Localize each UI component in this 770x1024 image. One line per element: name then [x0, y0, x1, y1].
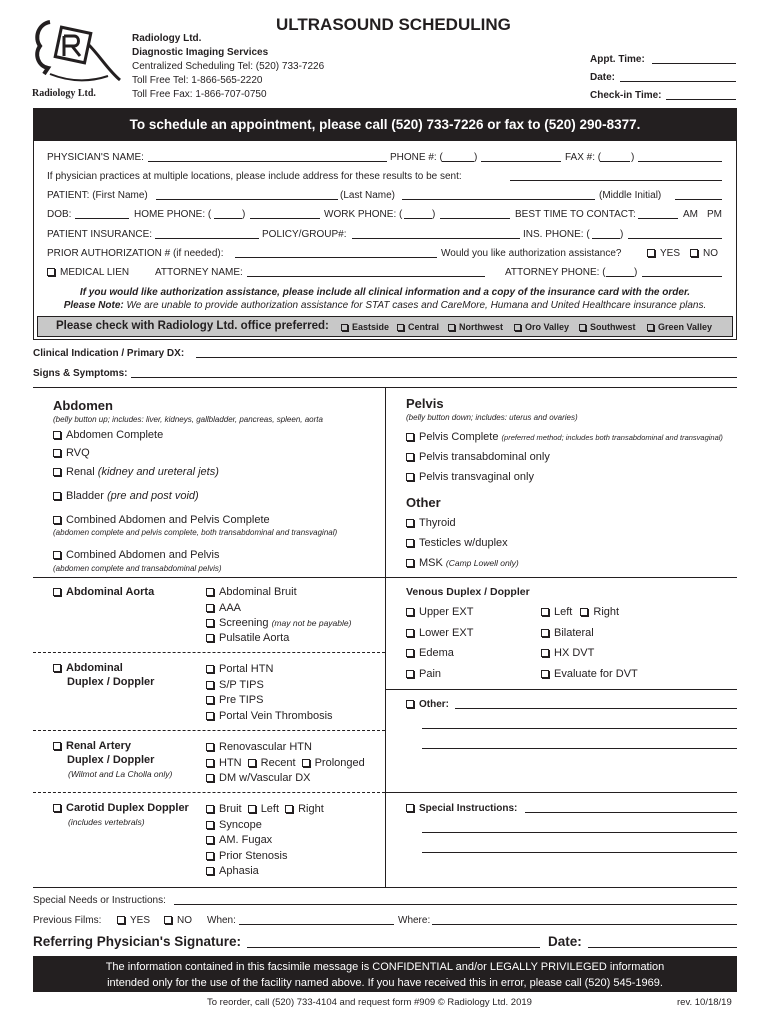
checkbox-icon[interactable]	[341, 324, 348, 331]
thyroid[interactable]: Thyroid	[406, 517, 456, 529]
checkbox-icon[interactable]	[406, 519, 414, 527]
am-fugax[interactable]: AM. Fugax	[206, 834, 272, 846]
evaluate-dvt[interactable]: Evaluate for DVT	[541, 668, 638, 680]
physician-name-label: PHYSICIAN'S NAME:	[47, 152, 144, 163]
checkbox-icon[interactable]	[117, 916, 125, 924]
home-phone-label: HOME PHONE: (	[134, 209, 212, 220]
office-preferred-label: Please check with Radiology Ltd. office preferred:	[56, 320, 329, 332]
toll-free-tel: Toll Free Tel: 1-866-565-2220	[132, 75, 263, 86]
checkbox-icon[interactable]	[47, 268, 55, 276]
schedule-banner: To schedule an appointment, please call (520) 733-7226 or fax to (520) 290-8377.	[33, 108, 737, 141]
checkbox-icon[interactable]	[541, 608, 549, 616]
office-option-central[interactable]: Central	[397, 322, 439, 332]
work-phone-label: WORK PHONE: (	[324, 209, 403, 220]
abdomen-complete[interactable]: Abdomen Complete	[53, 429, 163, 441]
checkbox-icon[interactable]	[206, 634, 214, 642]
abdominal-aorta[interactable]: Abdominal Aorta	[53, 586, 154, 598]
msk[interactable]: MSK (Camp Lowell only)	[406, 557, 519, 569]
when-field[interactable]	[239, 924, 394, 925]
checkbox-icon[interactable]	[206, 696, 214, 704]
clinical-indication-field[interactable]	[196, 357, 737, 358]
aphasia[interactable]: Aphasia	[206, 865, 259, 877]
special-needs-field[interactable]	[174, 904, 737, 905]
date-field[interactable]	[620, 81, 736, 82]
carotid-note: (includes vertebrals)	[68, 817, 145, 827]
reorder-note: To reorder, call (520) 733-4104 and request form #909 © Radiology Ltd. 2019	[207, 997, 532, 1008]
ins-phone-area-field[interactable]	[592, 238, 620, 239]
dm-vascular[interactable]: DM w/Vascular DX	[206, 772, 310, 784]
portal-vein-thrombosis[interactable]: Portal Vein Thrombosis	[206, 710, 333, 722]
multi-location-field[interactable]	[510, 180, 722, 181]
appt-time-label: Appt. Time:	[590, 54, 645, 65]
checkbox-icon[interactable]	[53, 468, 61, 476]
work-phone-field[interactable]	[440, 218, 510, 219]
checkbox-icon[interactable]	[53, 492, 61, 500]
checkbox-icon[interactable]	[206, 836, 214, 844]
checkbox-icon[interactable]	[302, 759, 310, 767]
signs-symptoms-field[interactable]	[131, 377, 737, 378]
patient-last-label: (Last Name)	[340, 190, 396, 201]
signature-field[interactable]	[247, 947, 540, 948]
sp-tips[interactable]: S/P TIPS	[206, 679, 264, 691]
confidential-line-1: The information contained in this facsimile message is CONFIDENTIAL and/or LEGALLY PRIVILEGED information	[105, 961, 665, 973]
scheduling-tel: Centralized Scheduling Tel: (520) 733-7226	[132, 61, 325, 72]
clinical-indication-label: Clinical Indication / Primary DX:	[33, 348, 185, 359]
physician-name-field[interactable]	[148, 161, 387, 162]
syncope[interactable]: Syncope	[206, 819, 262, 831]
prior-auth-field[interactable]	[235, 257, 437, 258]
checkbox-icon[interactable]	[206, 867, 214, 875]
revision: rev. 10/18/19	[677, 997, 732, 1008]
section-divider	[33, 887, 737, 888]
attorney-name-label: ATTORNEY NAME:	[155, 267, 243, 278]
office-option-green-valley[interactable]: Green Valley	[647, 322, 712, 332]
dob-field[interactable]	[75, 218, 129, 219]
best-time-field[interactable]	[638, 218, 678, 219]
best-time-label: BEST TIME TO CONTACT:	[515, 209, 636, 220]
testicles[interactable]: Testicles w/duplex	[406, 537, 508, 549]
special-instructions-field-3[interactable]	[422, 852, 737, 853]
bladder[interactable]: Bladder (pre and post void)	[53, 490, 199, 502]
section-divider	[33, 577, 737, 578]
checkbox-icon[interactable]	[206, 604, 214, 612]
special-needs-label: Special Needs or Instructions:	[33, 895, 166, 906]
pelvis-complete[interactable]: Pelvis Complete (preferred method; includes both transabdominal and transvaginal)	[406, 431, 723, 443]
checkbox-icon[interactable]	[406, 700, 414, 708]
auth-note: If you would like authorization assistance, please include all clinical information and a copy of the insurance card with the order.	[79, 287, 691, 298]
checkbox-icon[interactable]	[541, 649, 549, 657]
combined-note: (abdomen complete and pelvis complete, both transabdominal and transvaginal)	[53, 528, 338, 537]
screening[interactable]: Screening (may not be payable)	[206, 617, 351, 629]
checkbox-icon[interactable]	[206, 774, 214, 782]
attorney-name-field[interactable]	[247, 276, 485, 277]
attorney-phone-field[interactable]	[642, 276, 722, 277]
htn-row[interactable]: HTN Recent Prolonged	[206, 757, 365, 769]
combined2-note: (abdomen complete and transabdominal pelvis)	[53, 564, 222, 573]
pulsatile-aorta[interactable]: Pulsatile Aorta	[206, 632, 289, 644]
combined-abdomen-pelvis-complete[interactable]: Combined Abdomen and Pelvis Complete	[53, 514, 270, 526]
checkbox-icon[interactable]	[206, 821, 214, 829]
fax-area-field[interactable]	[600, 161, 630, 162]
checkbox-icon[interactable]	[690, 249, 698, 257]
abdominal-bruit[interactable]: Abdominal Bruit	[206, 586, 297, 598]
checkbox-icon[interactable]	[406, 608, 414, 616]
bruit-row[interactable]: Bruit Left Right	[206, 803, 324, 815]
pelvis-desc: (belly button down; includes: uterus and ovaries)	[406, 413, 578, 422]
phone-label: PHONE #: (	[390, 152, 443, 163]
logo-mark-icon	[30, 14, 122, 86]
checkin-time-label: Check-in Time:	[590, 90, 662, 101]
hx-dvt[interactable]: HX DVT	[541, 647, 594, 659]
company-name: Radiology Ltd.	[132, 33, 202, 44]
auth-assist-yes[interactable]: YES	[647, 248, 680, 259]
edema[interactable]: Edema	[406, 647, 454, 659]
insurance-field[interactable]	[155, 238, 259, 239]
pm-option[interactable]: PM	[707, 209, 722, 220]
checkbox-icon[interactable]	[53, 551, 61, 559]
prior-auth-label: PRIOR AUTHORIZATION # (if needed):	[47, 248, 224, 259]
work-phone-area-field[interactable]	[404, 218, 432, 219]
dob-label: DOB:	[47, 209, 72, 220]
paren-close: )	[631, 152, 635, 163]
renal-artery-note: (Wilmot and La Cholla only)	[68, 769, 173, 779]
home-phone-field[interactable]	[250, 218, 320, 219]
rvq[interactable]: RVQ	[53, 447, 90, 459]
films-no[interactable]: NO	[164, 915, 192, 926]
checkbox-icon[interactable]	[53, 431, 61, 439]
checkbox-icon[interactable]	[397, 324, 404, 331]
previous-films-label: Previous Films:	[33, 915, 102, 926]
column-divider	[385, 387, 386, 887]
checkbox-icon[interactable]	[406, 649, 414, 657]
office-option-northwest[interactable]: Northwest	[448, 322, 503, 332]
patient-first-field[interactable]	[156, 199, 338, 200]
lower-ext[interactable]: Lower EXT	[406, 627, 473, 639]
venous-title: Venous Duplex / Doppler	[406, 586, 530, 598]
bilateral[interactable]: Bilateral	[541, 627, 594, 639]
attorney-phone-label: ATTORNEY PHONE: (	[505, 267, 606, 278]
checkbox-icon[interactable]	[206, 805, 214, 813]
pre-tips[interactable]: Pre TIPS	[206, 694, 263, 706]
paren-close: )	[620, 229, 624, 240]
checkbox-icon[interactable]	[164, 916, 172, 924]
checkbox-icon[interactable]	[406, 539, 414, 547]
patient-middle-field[interactable]	[675, 199, 722, 200]
dashed-divider	[33, 792, 385, 793]
home-phone-area-field[interactable]	[214, 218, 242, 219]
when-label: When:	[207, 915, 236, 926]
ins-phone-field[interactable]	[628, 238, 722, 239]
checkbox-icon[interactable]	[53, 664, 61, 672]
portal-htn[interactable]: Portal HTN	[206, 663, 273, 675]
checkbox-icon[interactable]	[285, 805, 293, 813]
dashed-divider	[33, 730, 385, 731]
checkbox-icon[interactable]	[206, 759, 214, 767]
auth-assist-no[interactable]: NO	[690, 248, 718, 259]
ins-phone-label: INS. PHONE: (	[523, 229, 590, 240]
office-option-eastside[interactable]: Eastside	[341, 322, 389, 332]
logo-caption: Radiology Ltd.	[32, 88, 96, 99]
phone-number-field[interactable]	[481, 161, 561, 162]
checkbox-icon[interactable]	[579, 324, 586, 331]
patient-first-label: PATIENT: (First Name)	[47, 190, 148, 201]
section-divider	[385, 792, 737, 793]
patient-middle-label: (Middle Initial)	[599, 190, 662, 201]
pelvis-title: Pelvis	[406, 396, 444, 411]
checkbox-icon[interactable]	[248, 805, 256, 813]
paren-close: )	[474, 152, 478, 163]
renal[interactable]: Renal (kidney and ureteral jets)	[53, 466, 219, 478]
company-division: Diagnostic Imaging Services	[132, 47, 269, 58]
checkbox-icon[interactable]	[206, 588, 214, 596]
logo	[30, 14, 122, 98]
signature-date-label: Date:	[548, 934, 582, 949]
checkbox-icon[interactable]	[580, 608, 588, 616]
pelvis-transabdominal[interactable]: Pelvis transabdominal only	[406, 451, 550, 463]
checkbox-icon[interactable]	[248, 759, 256, 767]
office-option-southwest[interactable]: Southwest	[579, 322, 636, 332]
left-right[interactable]: Left Right	[541, 606, 619, 618]
special-instructions-checkbox[interactable]: Special Instructions:	[406, 803, 517, 814]
attorney-phone-area-field[interactable]	[606, 276, 634, 277]
abdomen-desc: (belly button up; includes: liver, kidneys, gallbladder, pancreas, spleen, aorta	[53, 415, 323, 424]
other-title: Other	[406, 495, 441, 510]
upper-ext[interactable]: Upper EXT	[406, 606, 473, 618]
fax-number-field[interactable]	[638, 161, 722, 162]
special-instructions-field-2[interactable]	[422, 832, 737, 833]
checkbox-icon[interactable]	[647, 249, 655, 257]
am-option[interactable]: AM	[683, 209, 698, 220]
policy-label: POLICY/GROUP#:	[262, 229, 347, 240]
signs-symptoms-label: Signs & Symptoms:	[33, 368, 128, 379]
checkbox-icon[interactable]	[53, 804, 61, 812]
insurance-label: PATIENT INSURANCE:	[47, 229, 153, 240]
renal-artery-line2: Duplex / Doppler	[67, 754, 155, 766]
other-checkbox[interactable]: Other:	[406, 699, 449, 710]
films-yes[interactable]: YES	[117, 915, 150, 926]
aaa[interactable]: AAA	[206, 602, 241, 614]
auth-assist-label: Would you like authorization assistance?	[441, 248, 622, 259]
policy-field[interactable]	[352, 238, 520, 239]
paren-close: )	[432, 209, 436, 220]
checkbox-icon[interactable]	[406, 433, 414, 441]
paren-close: )	[242, 209, 246, 220]
paren-close: )	[634, 267, 638, 278]
checkbox-icon[interactable]	[53, 449, 61, 457]
checkbox-icon[interactable]	[206, 665, 214, 673]
multi-location-label: If physician practices at multiple locations, please include address for these results to be sent:	[47, 171, 462, 182]
renal-artery[interactable]: Renal Artery	[53, 740, 131, 752]
pain[interactable]: Pain	[406, 668, 441, 680]
checkbox-icon[interactable]	[206, 619, 214, 627]
appt-time-field[interactable]	[652, 63, 736, 64]
renovascular-htn[interactable]: Renovascular HTN	[206, 741, 312, 753]
combined-abdomen-pelvis[interactable]: Combined Abdomen and Pelvis	[53, 549, 219, 561]
checkbox-icon[interactable]	[406, 629, 414, 637]
special-instructions-field[interactable]	[525, 812, 737, 813]
checkbox-icon[interactable]	[206, 681, 214, 689]
section-divider	[385, 689, 737, 690]
abdominal-duplex[interactable]: Abdominal	[53, 662, 123, 674]
please-note: Please Note: We are unable to provide authorization assistance for STAT cases and CareMore, Humana and United Healthcare insurance plans.	[63, 300, 707, 311]
checkbox-icon[interactable]	[206, 852, 214, 860]
office-option-oro-valley[interactable]: Oro Valley	[514, 322, 569, 332]
checkbox-icon[interactable]	[206, 712, 214, 720]
medical-lien[interactable]: MEDICAL LIEN	[47, 267, 129, 278]
carotid-duplex[interactable]: Carotid Duplex Doppler	[53, 802, 189, 814]
signature-label: Referring Physician's Signature:	[33, 934, 242, 949]
checkbox-icon[interactable]	[541, 670, 549, 678]
checkbox-icon[interactable]	[206, 743, 214, 751]
checkbox-icon[interactable]	[514, 324, 521, 331]
prior-stenosis[interactable]: Prior Stenosis	[206, 850, 287, 862]
checkbox-icon[interactable]	[406, 559, 414, 567]
other-field[interactable]	[455, 708, 737, 709]
confidential-line-2: intended only for the use of the facility named above. If you have received this in error, please call (520) 545-1969.	[107, 977, 663, 989]
abdominal-duplex-line2: Duplex / Doppler	[67, 676, 155, 688]
checkbox-icon[interactable]	[406, 473, 414, 481]
checkbox-icon[interactable]	[53, 742, 61, 750]
checkbox-icon[interactable]	[541, 629, 549, 637]
checkbox-icon[interactable]	[406, 804, 414, 812]
where-field[interactable]	[432, 924, 737, 925]
pelvis-transvaginal[interactable]: Pelvis transvaginal only	[406, 471, 534, 483]
phone-area-field[interactable]	[442, 161, 474, 162]
fax-label: FAX #: (	[565, 152, 602, 163]
confidential-banner	[33, 956, 737, 992]
checkbox-icon[interactable]	[406, 453, 414, 461]
abdomen-title: Abdomen	[53, 398, 113, 413]
signature-date-field[interactable]	[588, 947, 737, 948]
checkbox-icon[interactable]	[448, 324, 455, 331]
checkin-time-field[interactable]	[666, 99, 736, 100]
other-field-2[interactable]	[422, 728, 737, 729]
other-field-3[interactable]	[422, 748, 737, 749]
patient-last-field[interactable]	[402, 199, 595, 200]
toll-free-fax: Toll Free Fax: 1-866-707-0750	[132, 89, 267, 100]
date-label: Date:	[590, 72, 616, 83]
where-label: Where:	[398, 915, 431, 926]
dashed-divider	[33, 652, 385, 653]
checkbox-icon[interactable]	[647, 324, 654, 331]
checkbox-icon[interactable]	[53, 516, 61, 524]
checkbox-icon[interactable]	[406, 670, 414, 678]
checkbox-icon[interactable]	[53, 588, 61, 596]
page-title: ULTRASOUND SCHEDULING	[276, 15, 511, 34]
